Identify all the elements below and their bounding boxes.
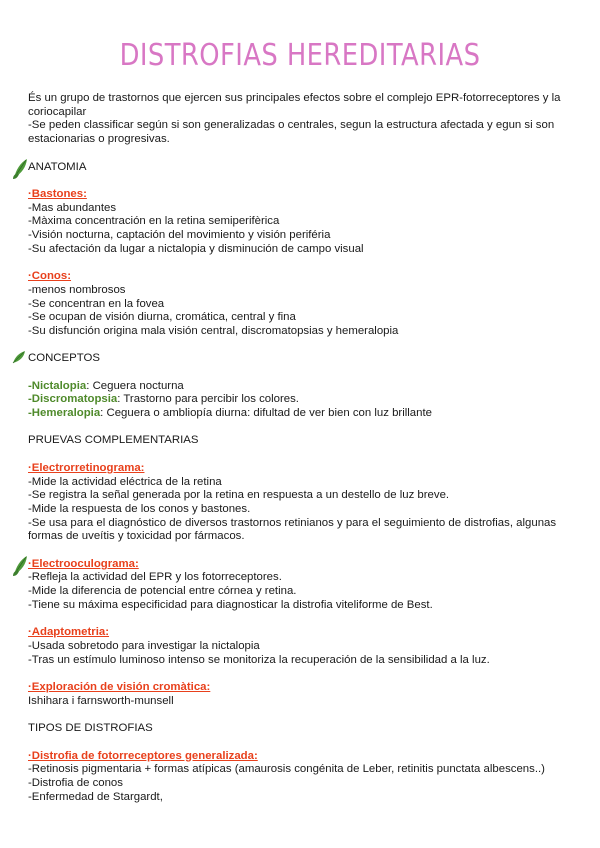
list-item: -Mide la actividad eléctrica de la retina	[28, 475, 222, 488]
list-item: -Su afectación da lugar a nictalopia y disminución de campo visual	[28, 242, 364, 255]
subheading-electrooculograma: ·Electrooculograma:	[28, 557, 139, 570]
list-item: -Mide la diferencia de potencial entre córnea y retina.	[28, 585, 297, 598]
concept-definition: : Ceguera o ambliopía diurna: difultad de ver bien con luz brillante	[100, 407, 432, 420]
list-item: -Distrofia de conos	[28, 776, 123, 789]
list-item: -Tras un estímulo luminoso intenso se monitoriza la recuperación de la sensibilidad a la luz.	[28, 653, 490, 666]
list-item: -Enfermedad de Stargardt,	[28, 790, 163, 803]
intro-line-2: -Se peden classificar según si son generalizadas o centrales, segun la estructura afectada y egun si son estacionarias o progresivas.	[28, 119, 555, 146]
subheading-vision-cromatica: ·Exploración de visión cromàtica:	[28, 681, 211, 694]
list-item: Ishihara i farnsworth-munsell	[28, 694, 174, 707]
section-conceptos	[28, 352, 584, 366]
list-item: -Tiene su máxima especificidad para diagnosticar la distrofia viteliforme de Best.	[28, 598, 433, 611]
list-item: -Mas abundantes	[28, 201, 117, 214]
heading-conceptos: CONCEPTOS	[28, 352, 100, 365]
concept-term: -Discromatopsia	[28, 393, 118, 406]
subheading-bastones: ·Bastones:	[28, 187, 87, 200]
concept-definition: : Trastorno para percibir los colores.	[117, 393, 299, 406]
concept-item	[28, 393, 584, 407]
heading-tipos: TIPOS DE DISTROFIAS	[28, 722, 153, 735]
document-body	[28, 92, 584, 804]
subheading-conos: ·Conos:	[28, 270, 72, 283]
leaf-icon	[12, 158, 28, 180]
list-item: -Visión nocturna, captación del movimiento y visión periféria	[28, 229, 331, 241]
heading-pruevas: PRUEVAS COMPLEMENTARIAS	[28, 434, 199, 447]
list-item: -Se usa para el diagnóstico de diversos trastornos retinianos y para el seguimiento de distrofias, algunas formas de uveítis y toxicidad por fármacos.	[28, 516, 557, 543]
section-electrooculograma	[28, 558, 584, 572]
leaf-icon	[12, 350, 26, 364]
list-item: -Usada sobretodo para investigar la nictalopia	[28, 639, 260, 652]
list-item: -Màxima concentración en la retina semiperifèrica	[28, 215, 280, 228]
list-item: -Mide la respuesta de los conos y bastones.	[28, 502, 251, 515]
list-item: -Refleja la actividad del EPR y los fotorreceptores.	[28, 571, 282, 584]
concept-item	[28, 407, 584, 421]
list-item: -menos nombrosos	[28, 283, 126, 296]
list-item: -Se ocupan de visión diurna, cromática, central y fina	[28, 311, 296, 324]
leaf-icon	[12, 555, 28, 577]
list-item: -Se registra la señal generada por la retina en respuesta a un destello de luz breve.	[28, 489, 450, 502]
concept-term: -Hemeralopia	[28, 407, 101, 420]
concept-term: -Nictalopia	[28, 379, 87, 392]
subheading-adaptometria: ·Adaptometria:	[28, 626, 110, 639]
section-anatomia	[28, 161, 584, 175]
list-item: -Retinosis pigmentaria + formas atípicas (amaurosis congénita de Leber, retinitis punctata albescens..)	[28, 763, 545, 776]
subheading-distrofia-fotorreceptores: ·Distrofia de fotorreceptores generalizada:	[28, 749, 258, 762]
concept-item	[28, 380, 584, 394]
list-item: -Su disfunción origina mala visión central, discromatopsias y hemeralopia	[28, 324, 399, 337]
intro-line-1: És un grupo de trastornos que ejercen sus principales efectos sobre el complejo EPR-fotorreceptores y la coriocapilar	[28, 92, 561, 118]
concept-definition: : Ceguera nocturna	[86, 379, 184, 392]
heading-anatomia: ANATOMIA	[28, 160, 87, 173]
subheading-electrorretinograma: ·Electrorretinograma:	[28, 461, 145, 474]
list-item: -Se concentran en la fovea	[28, 297, 165, 310]
page-title: DISTROFIAS HEREDITARIAS	[119, 38, 481, 73]
